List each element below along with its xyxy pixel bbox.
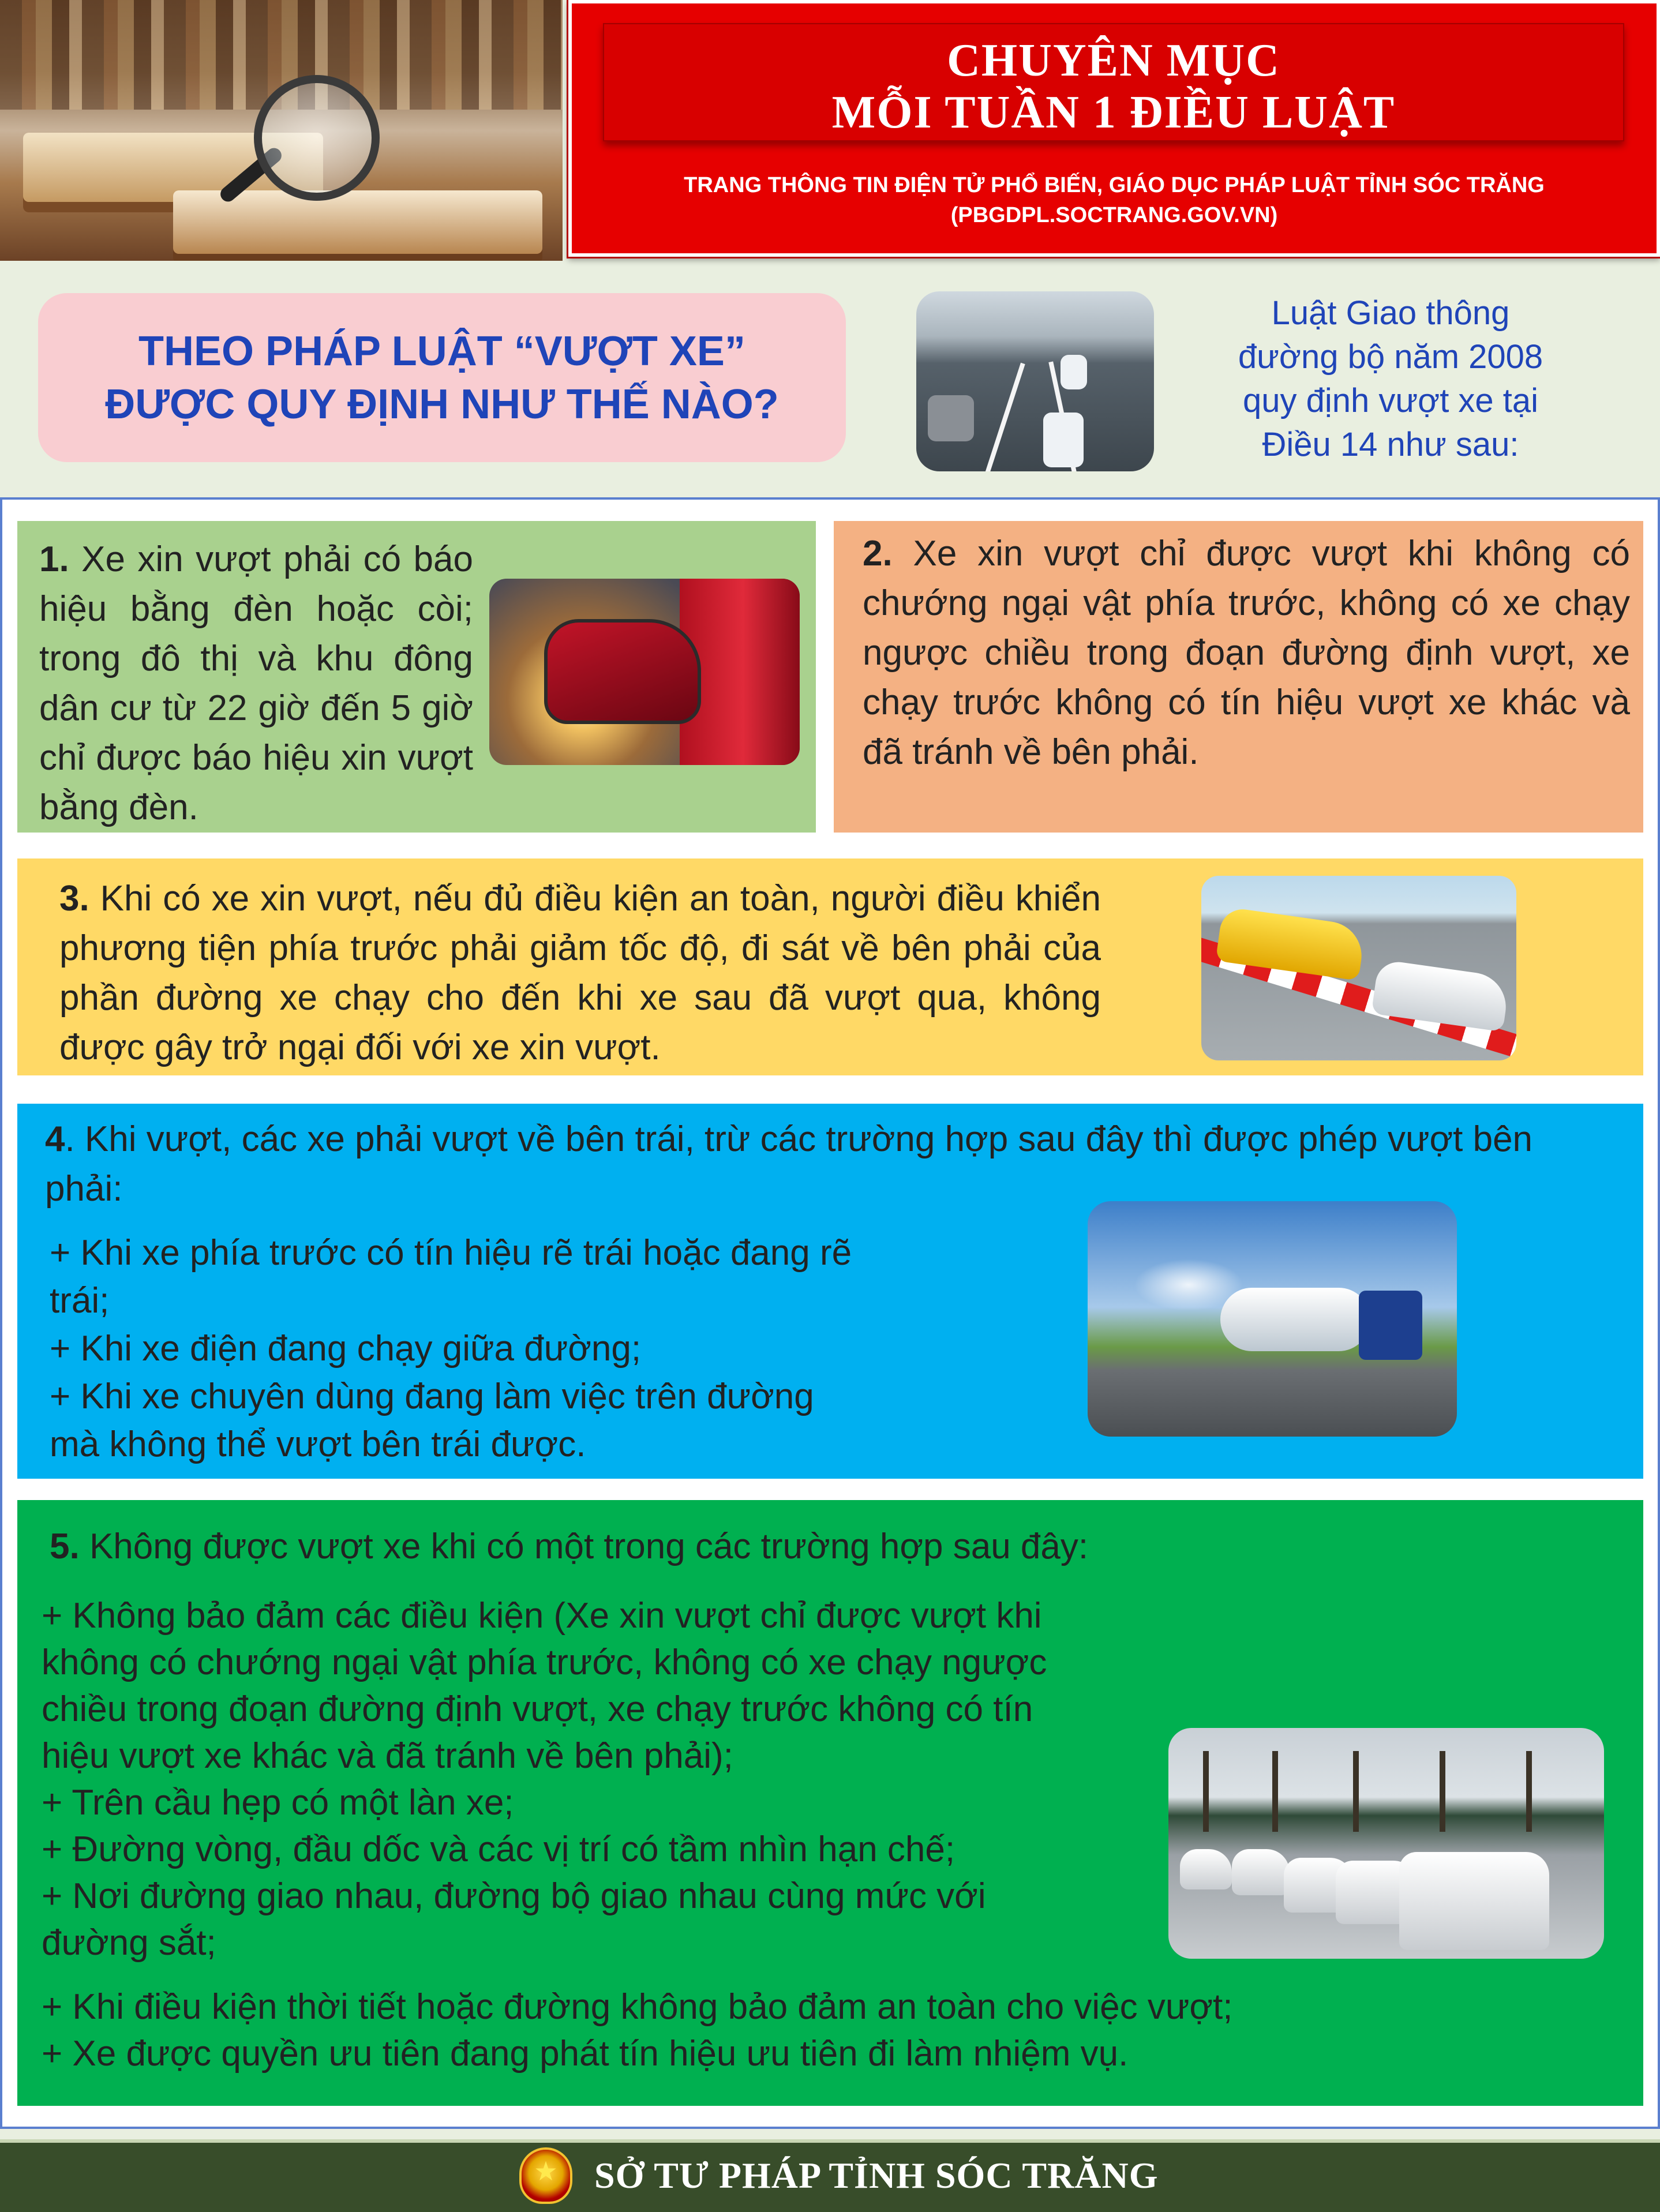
section-5-intro [50,1522,1550,1572]
police-cars-photo [1168,1728,1604,1959]
section-4-number: 4 [45,1119,65,1159]
law-intro-line3: quy định vượt xe tại [1242,382,1539,419]
car-mirror-photo [489,579,800,765]
highway-photo [916,291,1154,471]
section-5-list-b [42,1984,1599,2077]
section-5-item: không có chướng ngại vật phía trước, không có xe chạy ngược [42,1643,1047,1682]
section-5-item: + Không bảo đảm các điều kiện (Xe xin vượt chỉ được vượt khi [42,1596,1042,1636]
section-5-item: + Đường vòng, đầu dốc và các vị trí có tầm nhìn hạn chế; [42,1829,955,1869]
header-subtitle [568,167,1660,237]
law-intro-line1: Luật Giao thông [1271,294,1510,332]
question-line1: THEO PHÁP LUẬT “VƯỢT XE” [138,328,745,374]
section-4-item: + Khi xe chuyên dùng đang làm việc trên đường [50,1377,814,1416]
section-5-list-a [42,1592,1161,1966]
law-intro [1194,291,1587,467]
section-4-item: + Khi xe phía trước có tín hiệu rẽ trái hoặc đang rẽ [50,1233,852,1273]
footer-title: SỞ TƯ PHÁP TỈNH SÓC TRĂNG [594,2155,1159,2196]
section-5-item: + Nơi đường giao nhau, đường bộ giao nhau cùng mức với [42,1876,986,1916]
overtaking-cars-photo [1201,876,1516,1060]
section-5-item: chiều trong đoạn đường định vượt, xe chạy trước không có tín [42,1689,1033,1729]
section-1-number: 1. [39,539,69,579]
section-1-body: Xe xin vượt phải có báo hiệu bằng đèn hoặc còi; trong đô thị và khu đông dân cư từ 22 giờ đến 5 giờ chỉ được báo hiệu xin vượt bằng đèn. [39,539,473,827]
section-5-item: + Xe được quyền ưu tiên đang phát tín hiệu ưu tiên đi làm nhiệm vụ. [42,2034,1129,2074]
header-subtitle-line1: TRANG THÔNG TIN ĐIỆN TỬ PHỔ BIẾN, GIÁO DỤC PHÁP LUẬT TỈNH SÓC TRĂNG [684,173,1545,197]
header-title-line1: CHUYÊN MỤC [947,35,1280,86]
section-4-item: mà không thể vượt bên trái được. [50,1424,586,1464]
header-title-line2: MỖI TUẦN 1 ĐIỀU LUẬT [831,87,1396,138]
section-5-item: hiệu vượt xe khác và đã tránh về bên phải); [42,1736,733,1776]
header-title-box [603,23,1624,141]
section-2-body: Xe xin vượt chỉ được vượt khi không có chướng ngại vật phía trước, không có xe chạy ngược chiều trong đoạn đường định vượt, xe chạy trước không có tín hiệu vượt xe khác và đã tránh về bên phải. [863,534,1630,772]
section-4-item: trái; [50,1281,110,1321]
section-5-item: đường sắt; [42,1923,216,1963]
section-3-text [59,874,1101,1073]
header-subtitle-line2: (PBGDPL.SOCTRANG.GOV.VN) [950,203,1278,227]
law-intro-line2: đường bộ năm 2008 [1238,338,1543,376]
section-4-item: + Khi xe điện đang chạy giữa đường; [50,1329,642,1369]
water-truck-photo [1088,1201,1457,1437]
question-line2: ĐƯỢC QUY ĐỊNH NHƯ THẾ NÀO? [105,381,779,428]
section-2-number: 2. [863,534,893,573]
section-5-body: Không được vượt xe khi có một trong các trường hợp sau đây: [79,1527,1089,1566]
question-box [38,293,846,462]
section-4-body: . Khi vượt, các xe phải vượt về bên trái, trừ các trường hợp sau đây thì được phép vượt bên phải: [45,1119,1533,1209]
section-2-text [863,529,1630,777]
justice-emblem-icon: ★ [519,2147,572,2204]
section-4-intro [45,1115,1603,1214]
law-intro-line4: Điều 14 như sau: [1262,426,1519,463]
section-1-text [39,535,473,833]
section-3-body: Khi có xe xin vượt, nếu đủ điều kiện an toàn, người điều khiển phương tiện phía trước phải giảm tốc độ, đi sát về bên phải của phần đường xe chạy cho đến khi xe sau đã vượt qua, không được gây trở ngại đối với xe xin vượt. [59,879,1101,1067]
section-5-number: 5. [50,1527,80,1566]
books-magnifier-photo [0,0,563,261]
section-5-item: + Khi điều kiện thời tiết hoặc đường không bảo đảm an toàn cho việc vượt; [42,1987,1233,2027]
section-3-number: 3. [59,879,89,918]
section-5-item: + Trên cầu hẹp có một làn xe; [42,1783,514,1823]
section-4-list [50,1229,1031,1468]
